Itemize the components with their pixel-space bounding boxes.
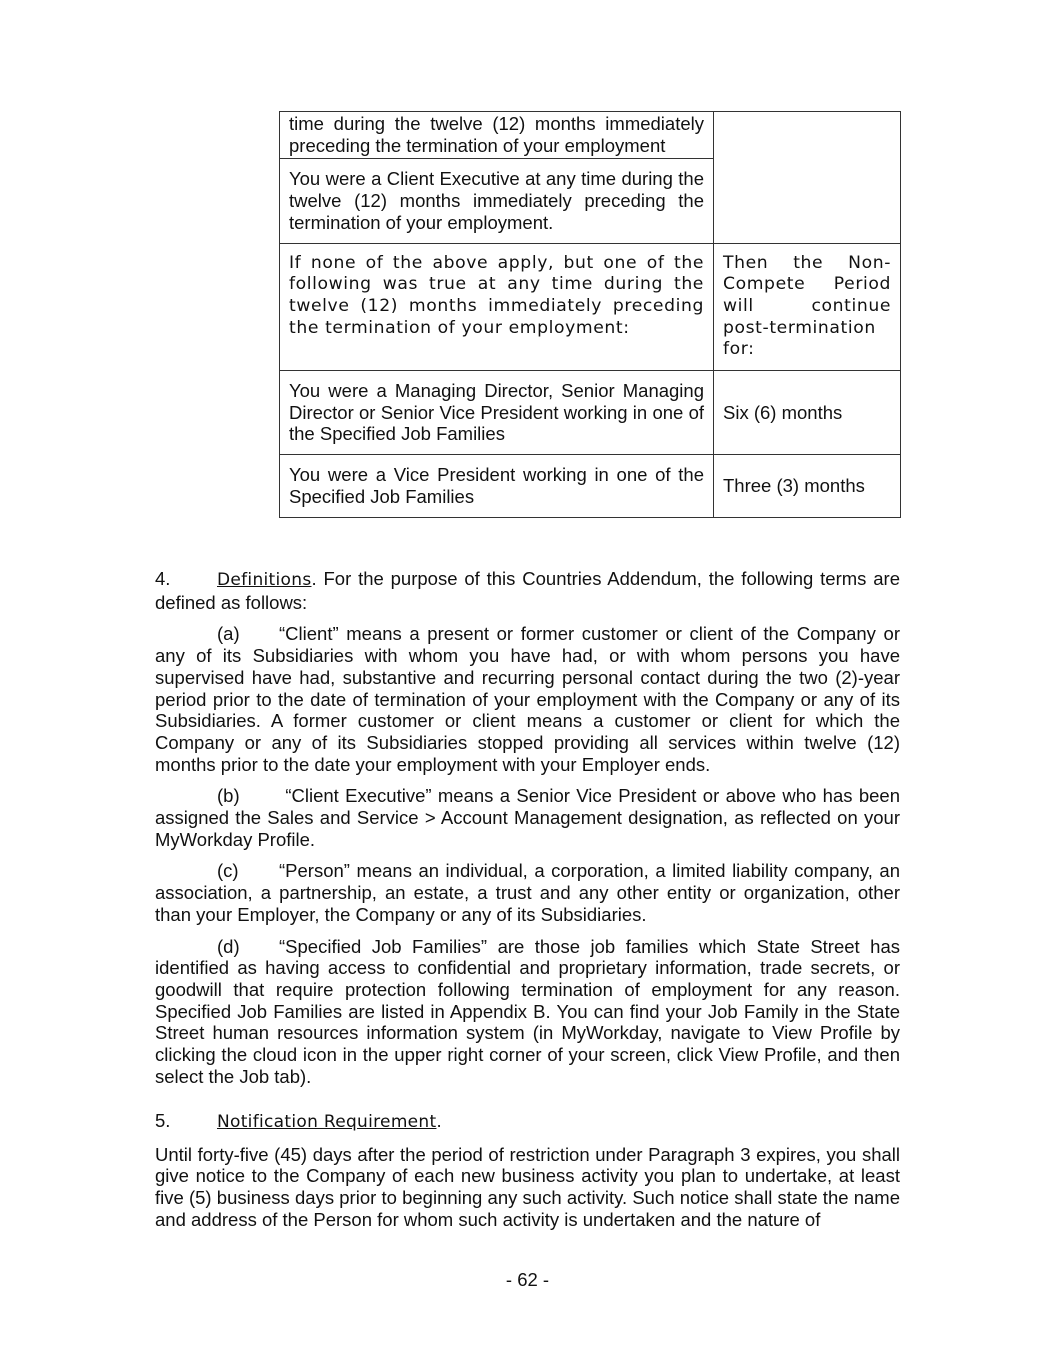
table-cell-empty — [714, 112, 901, 244]
section-4 — [155, 568, 900, 1097]
section-heading: Definitions — [217, 570, 312, 590]
table-cell: Six (6) months — [714, 371, 901, 455]
table-cell: Three (3) months — [714, 455, 901, 517]
section-heading: Notification Requirement — [217, 1112, 437, 1132]
item-text: “Client Executive” means a Senior Vice President or above who has been assigned the Sales and Service > Account Management designation, as reflected on your MyWorkday Profile. — [155, 785, 900, 850]
section-4-intro — [155, 568, 900, 613]
table-row — [280, 112, 901, 159]
table-row — [280, 371, 901, 455]
table-row — [280, 243, 901, 371]
section-5-text: Until forty-five (45) days after the period of restriction under Paragraph 3 expires, you shall give notice to the Company of each new business activity you plan to undertake, at least five (5) business days prior to beginning any such activity. Such notice shall state the name and address of the Person for whom such activity is undertaken and the nature of — [155, 1143, 900, 1230]
section-number: 5. — [155, 1110, 171, 1131]
definition-item — [155, 785, 900, 850]
table-cell: You were a Vice President working in one of the Specified Job Families — [280, 455, 714, 517]
section-intro-text: . For the purpose of this Countries Addendum, the following terms are defined as follows: — [155, 568, 900, 613]
table-cell: Then the Non-Compete Period will continue post-termination for: — [714, 243, 901, 371]
table-cell: You were a Managing Director, Senior Managing Director or Senior Vice President working in one of the Specified Job Families — [280, 371, 714, 455]
section-5-heading — [155, 1110, 900, 1134]
table-row — [280, 455, 901, 517]
item-label: (d) — [217, 935, 240, 957]
table-cell: If none of the above apply, but one of the following was true at any time during the twelve (12) months immediately preceding the termination of your employment: — [280, 243, 714, 371]
table-cell: You were a Client Executive at any time during the twelve (12) months immediately preceding the termination of your employment. — [280, 159, 714, 243]
item-label: (b) — [217, 785, 240, 807]
section-heading-suffix: . — [436, 1110, 442, 1131]
table-cell: time during the twelve (12) months immediately preceding the termination of your employment — [280, 112, 714, 159]
definition-item — [155, 936, 900, 1088]
item-text: “Person” means an individual, a corporation, a limited liability company, an association, a partnership, an estate, a trust and any other entity or organization, other than your Employer, the Company or any of its Subsidiaries. — [155, 860, 900, 925]
page-number: - 62 - — [505, 1269, 550, 1290]
non-compete-table — [279, 111, 901, 518]
item-text: “Client” means a present or former customer or client of the Company or any of its Subsidiaries with whom you have had, or with whom persons you have supervised have had, substantive and recurring personal contact during the two (2)-year period prior to the date of termination of your employment with the Company or any of its Subsidiaries. A former customer or client means a customer or client for which the Company or any of its Subsidiaries stopped providing all services within twelve (12) months prior to the date your employment with your Employer ends. — [155, 623, 900, 775]
definition-item — [155, 860, 900, 925]
item-label: (c) — [217, 860, 239, 882]
item-label: (a) — [217, 623, 240, 645]
definition-item — [155, 623, 900, 775]
section-5 — [155, 1110, 900, 1231]
item-text: “Specified Job Families” are those job families which State Street has identified as having access to confidential and proprietary information, trade secrets, or goodwill that require protection following termination of employment for any reason. Specified Job Families are listed in Appendix B. You can find your Job Family in the State Street human resources information system (in MyWorkday, navigate to View Profile by clicking the cloud icon in the upper right corner of your screen, click View Profile, and then select the Job tab). — [155, 935, 900, 1087]
section-number: 4. — [155, 568, 171, 589]
